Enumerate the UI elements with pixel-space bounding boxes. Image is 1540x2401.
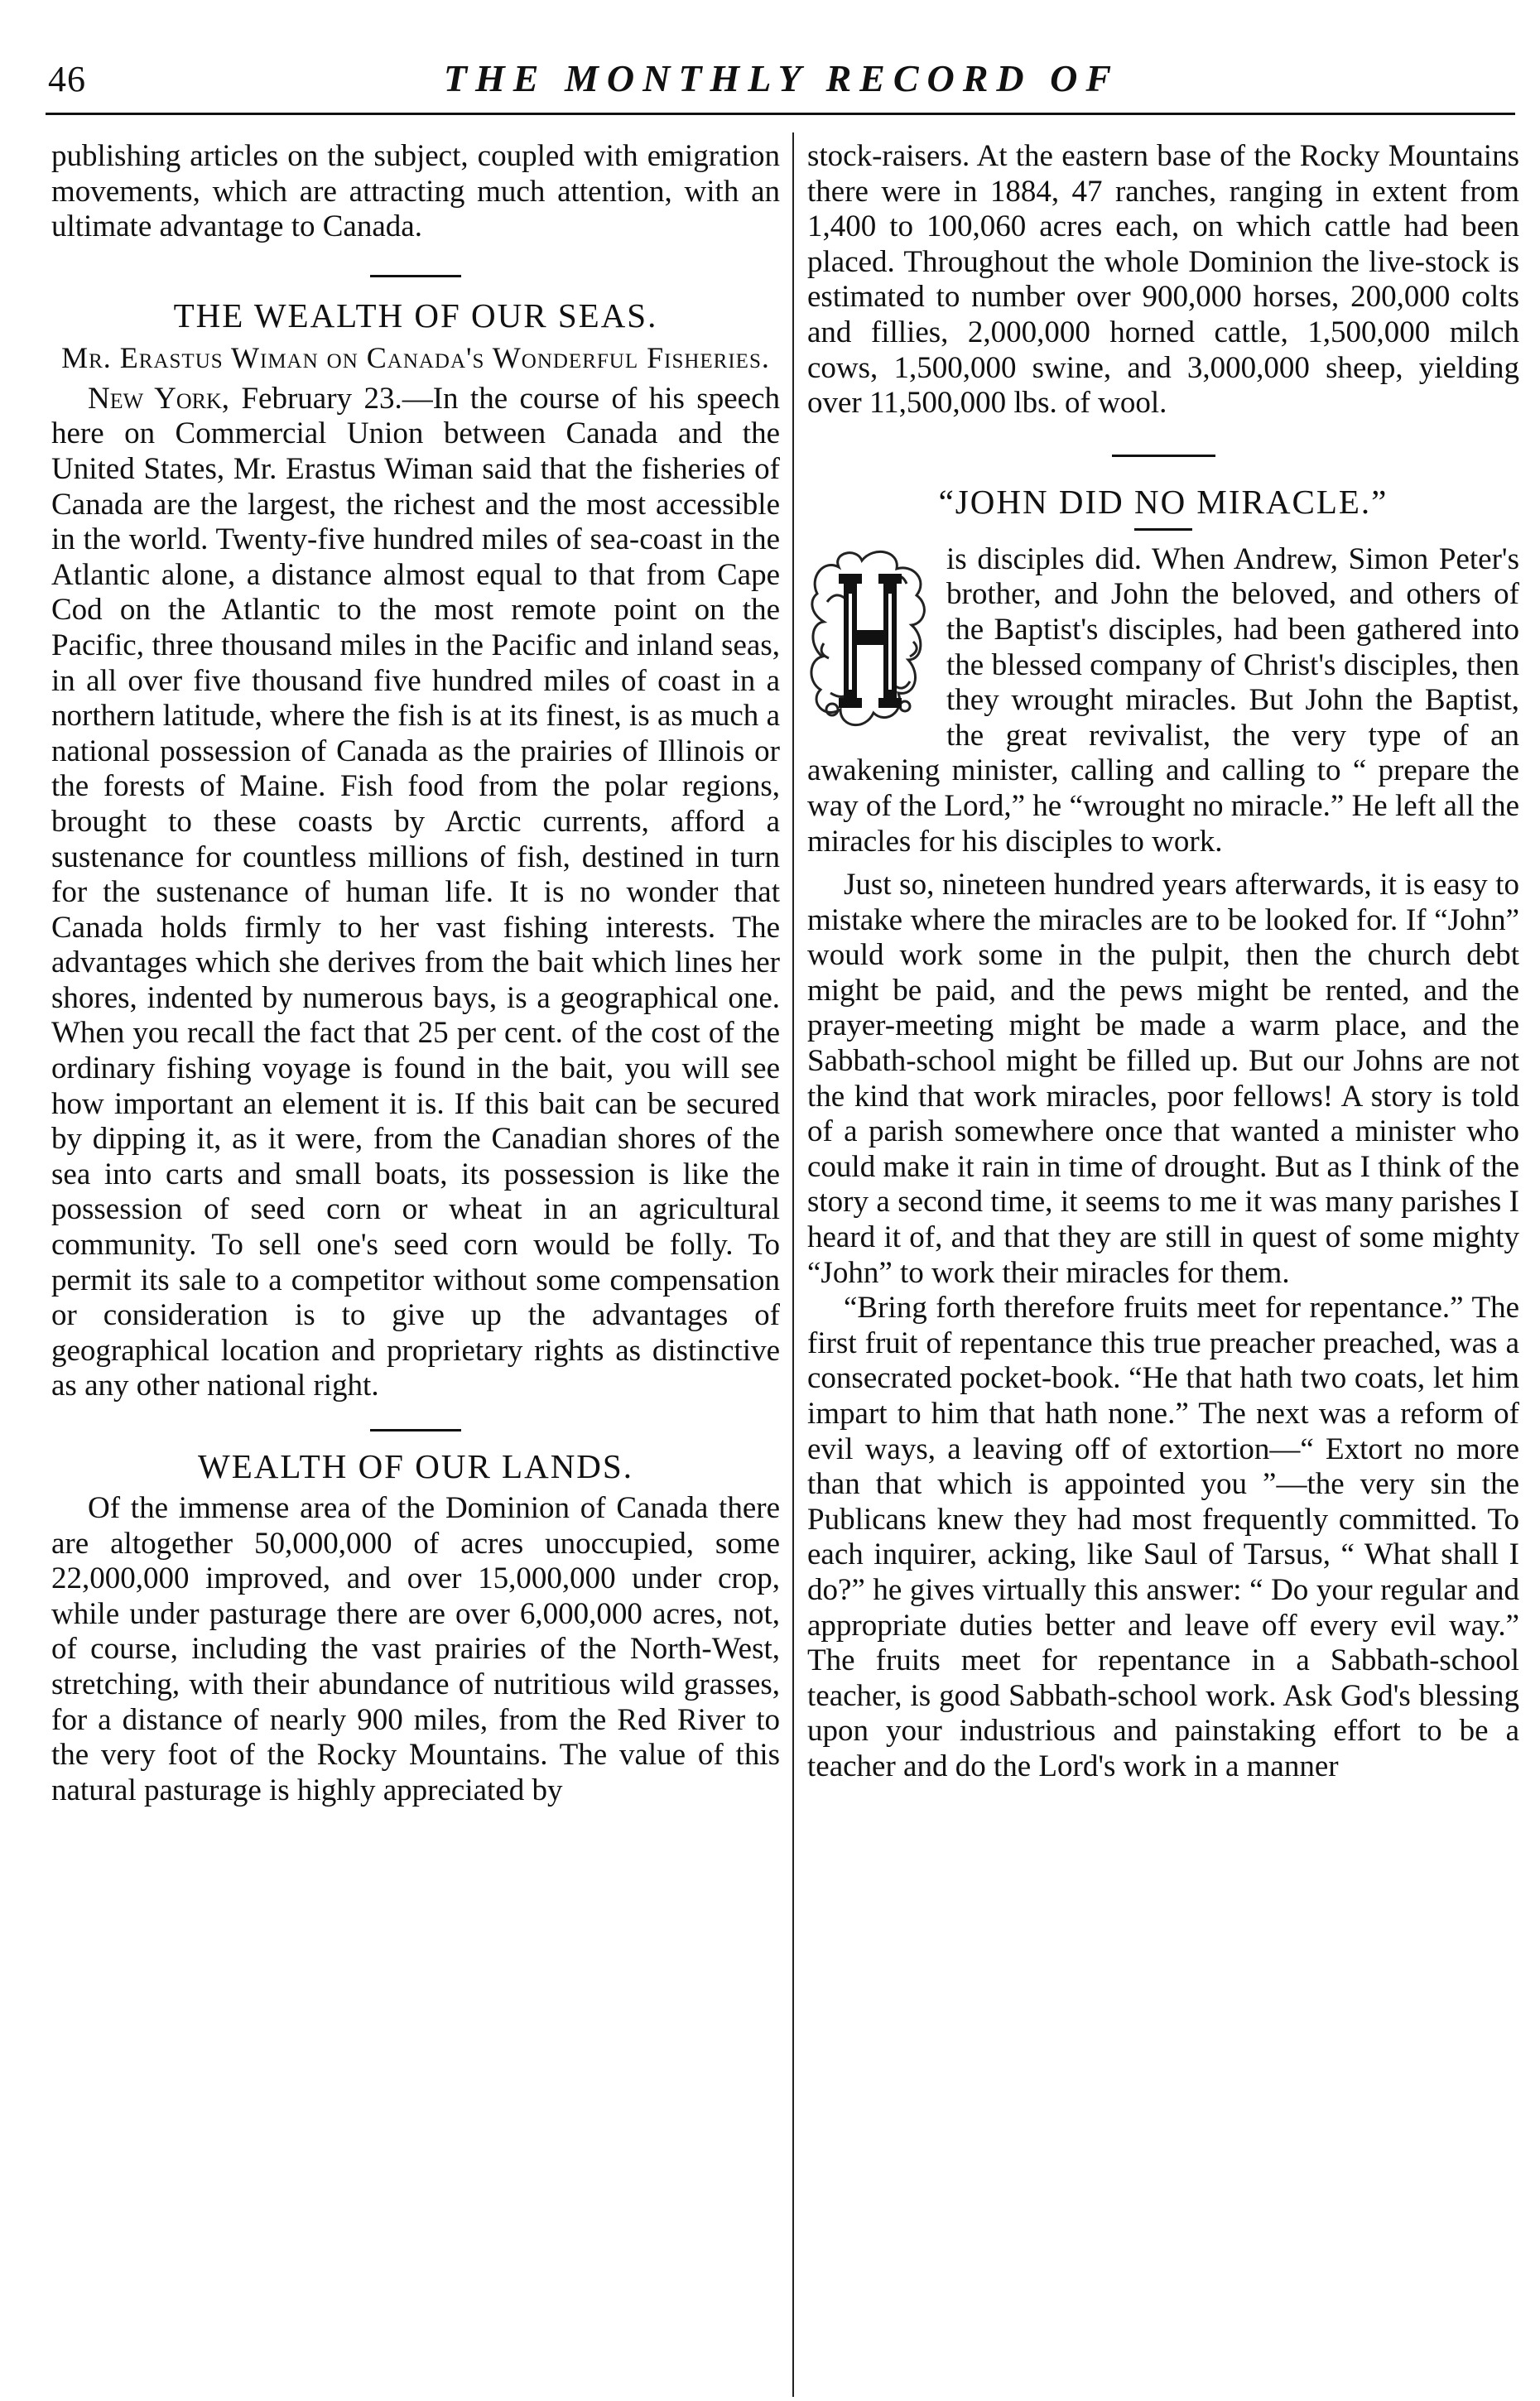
title-rule: [1134, 528, 1192, 531]
left-column: [51, 139, 780, 1808]
article-body-seas-text: February 23.—In the course of his speech here on Commercial Union between Canada and the United States, Mr. Erastus Wiman said that the fisheries of Canada are the largest, the richest and the most accessible in the world. Twenty-five hundred miles of sea-coast in the Atlantic alone, a distance almost equal to that from Cape Cod on the Atlantic to the most remote point on the Pacific, three thousand miles in the Pacific and inland seas, in all over five thousand five hundred miles of coast in a northern latitude, where the fish is at its finest, is as much a national possession of Canada as the prairies of Illinois or the forests of Maine. Fish food from the polar regions, brought to these coasts by Arctic currents, afford a sustenance for countless millions of fish, destined in turn for the sustenance of human life. It is no wonder that Canada holds firmly to her vast fishing interests. The advantages which she derives from the bait which lines her shores, indented by numerous bays, is a geographical one. When you recall the fact that 25 per cent. of the cost of the ordinary fishing voyage is found in the bait, you will see how important an element it is. If this bait can be secured by dipping it, as it were, from the Canadian shores of the sea into carts and small boats, its possession is like the possession of seed corn or wheat in an agricultural community. To sell one's seed corn would be folly. To permit its sale to a competitor without some compensation or consideration is to give up the advantages of geographical location and proprietary rights as distinctive as any other national right.: [51, 381, 780, 1403]
continuation-paragraph: stock-raisers. At the eastern base of the Rocky Mountains there were in 1884, 47 ranches, ranging in extent from 1,400 to 100,060 acres each, on which cattle had been placed. Throughout the whole Dominion the live-stock is estimated to number over 900,000 horses, 200,000 colts and fillies, 2,000,000 horned cattle, 1,500,000 milch cows, 1,500,000 swine, and 3,000,000 sheep, yielding over 11,500,000 lbs. of wool.: [807, 139, 1519, 421]
page-header: [48, 58, 1515, 108]
header-rule: [46, 113, 1515, 115]
article-john-first-paragraph: [807, 542, 1519, 859]
section-rule: [370, 275, 461, 277]
page-number: 46: [48, 59, 86, 99]
running-title: THE MONTHLY RECORD OF: [443, 57, 1120, 99]
article-body-lands: Of the immense area of the Dominion of Canada there are altogether 50,000,000 of acres unoccupied, some 22,000,000 improved, and over 15,000,000 under crop, while under pasturage there are over 6,000,000 acres, not, of course, including the vast prairies of the North-West, stretching, with their abundance of nutritious wild grasses, for a distance of nearly 900 miles, from the Red River to the very foot of the Rocky Mountains. The value of this natural pasturage is highly appreciated by: [51, 1491, 780, 1807]
column-divider: [792, 132, 794, 2397]
dateline: New York,: [88, 381, 230, 416]
section-rule: [1112, 455, 1215, 457]
article-body-seas: [51, 382, 780, 1404]
article-subtitle: Mr. Erastus Wiman on Canada's Wonderful Fisheries.: [61, 340, 770, 374]
section-rule: [370, 1429, 461, 1431]
article-title-wealth-of-seas: THE WEALTH OF OUR SEAS.: [173, 296, 658, 334]
article-title-john: “JOHN DID NO MIRACLE.”: [938, 482, 1388, 521]
article-title-wealth-of-lands: WEALTH OF OUR LANDS.: [198, 1447, 633, 1485]
intro-paragraph: publishing articles on the subject, coupled with emigration movements, which are attracting much attention, with an ultimate advantage to Canada.: [51, 139, 780, 244]
article-john-para3: “Bring forth therefore fruits meet for repentance.” The first fruit of repentance this true preacher preached, was a consecrated pocket-book. “He that hath two coats, let him impart to him that hath none.” The next was a reform of evil ways, a leaving off of extortion—“ Extort no more than that which is appointed you ”—the very sin the Publicans knew they had most frequently committed. To each inquirer, acking, like Saul of Tarsus, “ What shall I do?” he gives virtually this answer: “ Do your regular and appropriate duties better and leave off every evil way.” The fruits meet for repentance in a Sabbath-school teacher, is good Sabbath-school work. Ask God's blessing upon your industrious and painstaking effort to be a teacher and do the Lord's work in a manner: [807, 1291, 1519, 1783]
article-john-para1: is disciples did. When Andrew, Simon Peter's brother, and John the beloved, and others of the Baptist's disciples, had been gathered into the blessed company of Christ's disciples, then they wrought miracles. But John the Baptist, the great revivalist, the very type of an awakening minister, calling and calling to “ prepare the way of the Lord,” he “wrought no miracle.” He left all the miracles for his disciples to work.: [807, 541, 1519, 859]
article-john-para2: Just so, nineteen hundred years afterwards, it is easy to mistake where the miracles are to be looked for. If “John” would work some in the pulpit, then the church debt might be paid, and the pews might be rented, and the prayer-meeting might be made a warm place, and the Sabbath-school might be filled up. But our Johns are not the kind that work miracles, poor fellows! A story is told of a parish somewhere once that wanted a minister who could make it rain in time of drought. But as I think of the story a second time, it seems to me it was many parishes I heard it of, and that they are still in quest of some mighty “John” to work their miracles for them.: [807, 868, 1519, 1290]
right-column: [807, 139, 1519, 1785]
ornamental-dropcap-h-icon: [807, 544, 931, 736]
